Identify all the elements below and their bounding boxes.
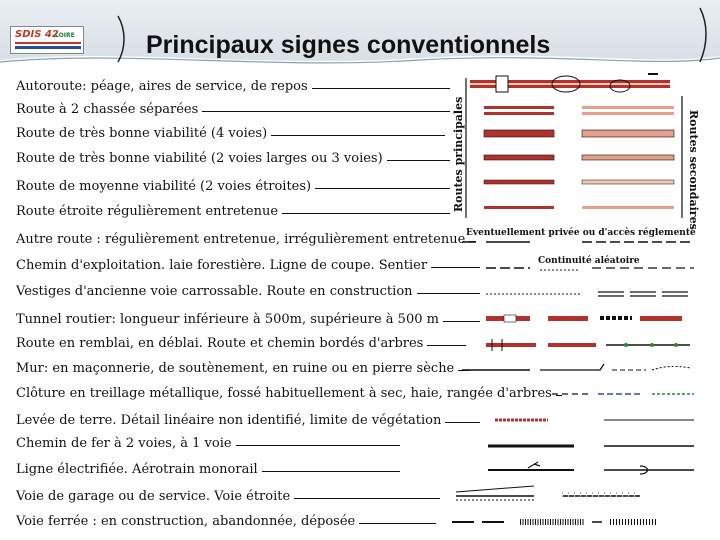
legend-label: Route de très bonne viabilité (2 voies larges ou 3 voies) [16,151,383,166]
route-3-voies-symbol [484,155,674,160]
legend-label: Autre route : régulièrement entretenue, irrégulièrement entretenue [16,232,466,247]
legend-label: Clôture en treillage métallique, fossé habituellement à sec, haie, rangée d'arbres [16,386,552,401]
legend-label: Route étroite régulièrement entretenue [16,204,279,219]
route-etroite-symbol [484,206,674,209]
chemin-symbol [486,268,694,270]
voie-garage-symbol [456,486,640,500]
legend-label: Ligne électrifiée. Aérotrain monorail [16,462,258,477]
page-title: Principaux signes conventionnels [146,31,551,59]
legend-label: Chemin de fer à 2 voies, à 1 voie [16,436,232,451]
routes-principales-label: Routes principales [452,96,465,212]
autoroute-symbol [470,74,670,92]
ligne-electrifiee-symbol [488,462,694,474]
legend-label: Levée de terre. Détail linéaire non identifié, limite de végétation [16,413,442,428]
private-access-note: Eventuellement privée ou d'accès réglementé [466,228,696,238]
legend-label: Route à 2 chassée séparées [16,102,199,117]
legend-label: Voie ferrée : en construction, abandonnée, déposée [16,514,356,529]
legend-label: Route de très bonne viabilité (4 voies) [16,126,268,141]
mur-symbol [462,364,690,370]
remblai-deblai-symbol [486,339,690,351]
vestiges-symbol [486,292,690,296]
tunnel-symbol [486,315,682,322]
route-4-voies-symbol [484,130,674,137]
legend-label: Tunnel routier: longueur inférieure à 500m, supérieure à 500 m [16,312,439,327]
route-moyenne-symbol [484,180,674,184]
routes-secondaires-label: Routes secondaires [687,110,700,230]
legend-label: Chemin d'exploitation. laie forestière. Ligne de coupe. Sentier [16,258,428,273]
route-2-chaussees-symbol [484,106,674,115]
random-continuity-note: Continuité aléatoire [538,256,640,266]
legend-label: Autoroute: péage, aires de service, de repos [16,79,308,94]
legend-label: Voie de garage ou de service. Voie étroite [16,489,291,504]
legend-label: Vestiges d'ancienne voie carrossable. Route en construction [16,284,413,299]
legend-label: Mur: en maçonnerie, de soutènement, en ruine ou en pierre sèche [16,361,455,376]
logo-brand-text: SDIS 42 [15,29,59,40]
logo-subtext: LOIRE [55,32,75,39]
legend-label: Route de moyenne viabilité (2 voies étroites) [16,179,312,194]
road-bracket [466,78,682,218]
legend-label: Route en remblai, en déblai. Route et chemin bordés d'arbres [16,336,424,351]
